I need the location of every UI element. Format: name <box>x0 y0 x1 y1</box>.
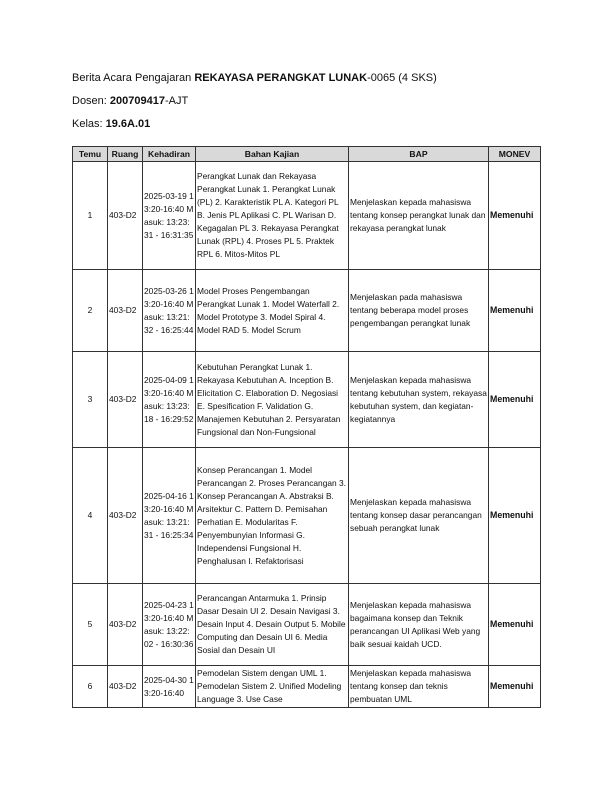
cell-bahan-kajian: Perancangan Antarmuka 1. Prinsip Dasar Desain UI 2. Desain Navigasi 3. Desain Input 4. Desain Output 5. Mobile Computing dan Desain UI 6. Media Sosial dan Desain UI <box>196 584 349 666</box>
class-label: Kelas: <box>72 118 106 130</box>
cell-kehadiran: 2025-04-09 13:20-16:40 Masuk: 13:23:18 - 16:29:52 <box>143 352 196 448</box>
cell-ruang: 403-D2 <box>108 162 143 270</box>
cell-temu: 5 <box>73 584 108 666</box>
table-row <box>73 352 541 448</box>
cell-kehadiran: 2025-04-16 13:20-16:40 Masuk: 13:21:31 - 16:25:34 <box>143 448 196 584</box>
cell-bahan-kajian: Pemodelan Sistem dengan UML 1. Pemodelan Sistem 2. Unified Modeling Language 3. Use Case <box>196 666 349 708</box>
cell-kehadiran: 2025-04-23 13:20-16:40 Masuk: 13:22:02 - 16:30:36 <box>143 584 196 666</box>
table-row <box>73 162 541 270</box>
cell-bahan-kajian: Model Proses Pengembangan Perangkat Lunak 1. Model Waterfall 2. Model Prototype 3. Model Spiral 4. Model RAD 5. Model Scrum <box>196 270 349 352</box>
cell-monev: Memenuhi <box>489 352 541 448</box>
table-header-row <box>73 147 541 162</box>
lecturer-code: -AJT <box>164 95 189 107</box>
cell-ruang: 403-D2 <box>108 666 143 708</box>
cell-kehadiran: 2025-04-30 13:20-16:40 <box>143 666 196 708</box>
course-code: -0065 (4 SKS) <box>367 72 437 84</box>
cell-bahan-kajian: Kebutuhan Perangkat Lunak 1. Rekayasa Kebutuhan A. Inception B. Elicitation C. Elaboration D. Negosiasi E. Spesification F. Validation G. Manajemen Kebutuhan 2. Persyaratan Fungsional dan Non-Fungsional <box>196 352 349 448</box>
title-prefix: Berita Acara Pengajaran <box>72 72 195 84</box>
column-header-kehadiran: Kehadiran <box>143 147 196 162</box>
cell-monev: Memenuhi <box>489 584 541 666</box>
cell-monev: Memenuhi <box>489 666 541 708</box>
table-row <box>73 270 541 352</box>
cell-monev: Memenuhi <box>489 270 541 352</box>
column-header-bahan-kajian: Bahan Kajian <box>196 147 349 162</box>
cell-bap: Menjelaskan kepada mahasiswa tentang konsep dan teknis pembuatan UML <box>349 666 489 708</box>
table-row <box>73 584 541 666</box>
cell-bap: Menjelaskan kepada mahasiswa bagaimana konsep dan Teknik perancangan UI Aplikasi Web yang baik sesuai kaidah UCD. <box>349 584 489 666</box>
cell-ruang: 403-D2 <box>108 352 143 448</box>
teaching-record-table <box>72 146 541 708</box>
cell-monev: Memenuhi <box>489 162 541 270</box>
table-row <box>73 666 541 708</box>
course-name: REKAYASA PERANGKAT LUNAK <box>194 72 368 84</box>
document-title <box>72 72 437 84</box>
column-header-temu: Temu <box>73 147 108 162</box>
cell-temu: 1 <box>73 162 108 270</box>
column-header-ruang: Ruang <box>108 147 143 162</box>
class-value: 19.6A.01 <box>105 118 151 130</box>
cell-temu: 6 <box>73 666 108 708</box>
lecturer-label: Dosen: <box>72 95 110 107</box>
cell-ruang: 403-D2 <box>108 448 143 584</box>
cell-temu: 2 <box>73 270 108 352</box>
cell-bap: Menjelaskan kepada mahasiswa tentang konsep perangkat lunak dan rekayasa perangkat lunak <box>349 162 489 270</box>
cell-temu: 3 <box>73 352 108 448</box>
column-header-monev: MONEV <box>489 147 541 162</box>
cell-monev: Memenuhi <box>489 448 541 584</box>
lecturer-id: 200709417 <box>109 95 165 107</box>
cell-bap: Menjelaskan pada mahasiswa tentang beberapa model proses pengembangan perangkat lunak <box>349 270 489 352</box>
column-header-bap: BAP <box>349 147 489 162</box>
cell-ruang: 403-D2 <box>108 584 143 666</box>
cell-bahan-kajian: Konsep Perancangan 1. Model Perancangan 2. Proses Perancangan 3. Konsep Perancangan A. Abstraksi B. Arsitektur C. Pattern D. Pemisahan Perhatian E. Modularitas F. Penyembunyian Informasi G. Independensi Fungsional H. Penghalusan I. Refaktorisasi <box>196 448 349 584</box>
cell-ruang: 403-D2 <box>108 270 143 352</box>
cell-bap: Menjelaskan kepada mahasiswa tentang konsep dasar perancangan sebuah perangkat lunak <box>349 448 489 584</box>
cell-bap: Menjelaskan kepada mahasiswa tentang kebutuhan system, rekayasa kebutuhan system, dan kegiatan-kegiatannya <box>349 352 489 448</box>
cell-kehadiran: 2025-03-26 13:20-16:40 Masuk: 13:21:32 - 16:25:44 <box>143 270 196 352</box>
lecturer-line <box>72 95 188 107</box>
cell-temu: 4 <box>73 448 108 584</box>
cell-kehadiran: 2025-03-19 13:20-16:40 Masuk: 13:23:31 - 16:31:35 <box>143 162 196 270</box>
cell-bahan-kajian: Perangkat Lunak dan Rekayasa Perangkat Lunak 1. Perangkat Lunak (PL) 2. Karakteristik PL A. Kategori PL B. Jenis PL Aplikasi C. PL Warisan D. Kegagalan PL 3. Rekayasa Perangkat Lunak (RPL) 4. Proses PL 5. Praktek RPL 6. Mitos-Mitos PL <box>196 162 349 270</box>
class-line <box>72 118 150 130</box>
table-row <box>73 448 541 584</box>
